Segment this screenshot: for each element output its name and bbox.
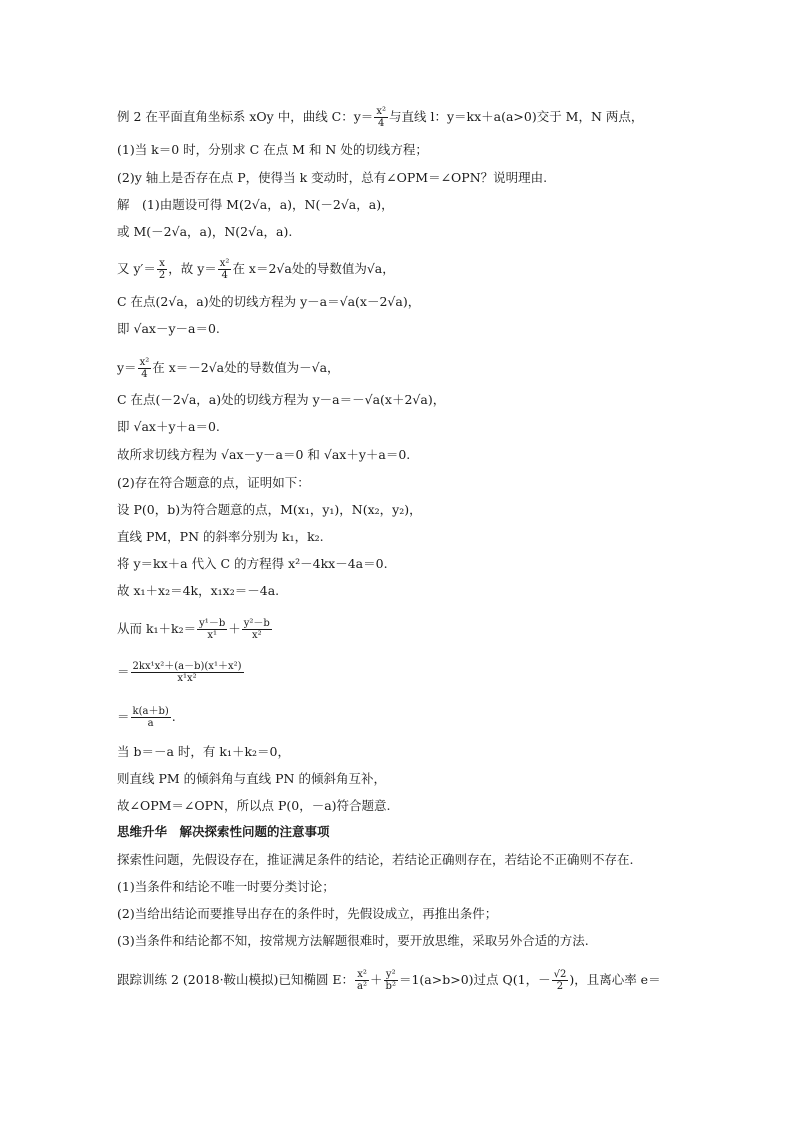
fraction-denominator: 4	[141, 369, 148, 380]
text-line	[117, 583, 279, 599]
text-line	[117, 475, 310, 491]
text-line	[117, 321, 220, 337]
text-run: )，且离心率 e＝	[569, 972, 661, 987]
text-line	[117, 392, 445, 408]
text-run: 解 (1)由题设可得 M(2√a，a)，N(－2√a，a)，	[117, 197, 394, 212]
text-line	[117, 933, 589, 949]
text-line	[117, 447, 410, 463]
text-run: C 在点(－2√a，a)处的切线方程为 y－a＝－√a(x＋2√a)，	[117, 392, 446, 407]
fraction	[384, 969, 398, 992]
fraction-numerator: y²	[384, 969, 398, 981]
fraction	[131, 661, 244, 684]
text-run: 在 x＝2√a处的导数值为√a，	[232, 261, 395, 276]
fraction-numerator: x²	[219, 258, 230, 269]
fraction-denominator: 2	[556, 981, 564, 992]
fraction-numerator: x²	[376, 106, 386, 117]
fraction-numerator: y¹－b	[199, 618, 226, 629]
text-line	[117, 556, 388, 572]
text-line	[117, 106, 643, 129]
text-run: (2)存在符合题意的点，证明如下：	[117, 475, 310, 490]
text-run: 将 y＝kx＋a 代入 C 的方程得 x²－4kx－4a＝0.	[117, 556, 388, 571]
text-run: 又 y′＝	[117, 261, 156, 276]
text-run: ＋	[370, 972, 383, 987]
text-run: ＝1(a>b>0)过点 Q(1，－	[398, 972, 551, 987]
fraction-numerator: x	[157, 258, 167, 270]
text-run: ，故 y＝	[168, 261, 217, 276]
fraction-denominator: b²	[385, 981, 396, 992]
text-run: (1)当 k＝0 时，分别求 C 在点 M 和 N 处的切线方程；	[117, 142, 428, 157]
text-run: 当 b＝－a 时，有 k₁＋k₂＝0，	[117, 744, 290, 759]
text-run: 或 M(－2√a，a)，N(2√a，a).	[117, 224, 293, 239]
text-line	[117, 771, 386, 787]
fraction-denominator: a²	[357, 981, 368, 992]
text-run: ＝	[117, 664, 130, 679]
text-run: y＝	[117, 360, 137, 375]
fraction-denominator: 4	[377, 118, 385, 129]
text-line	[117, 142, 428, 158]
text-run: 例 2 在平面直角坐标系 xOy 中，曲线 C：y＝	[117, 109, 374, 124]
text-line	[117, 357, 340, 380]
fraction-numerator: x²	[355, 969, 369, 981]
fraction-denominator: 4	[221, 270, 228, 281]
text-line	[117, 224, 292, 240]
text-line	[117, 969, 661, 992]
text-run: 设 P(0，b)为符合题意的点，M(x₁，y₁)，N(x₂，y₂)，	[117, 502, 422, 517]
text-line	[117, 529, 324, 545]
text-line	[117, 170, 547, 186]
text-run: 与直线 l：y＝kx＋a(a>0)交于 M，N 两点，	[388, 109, 644, 124]
text-run: 从而 k₁＋k₂＝	[117, 621, 197, 636]
fraction-numerator: √2	[553, 969, 567, 980]
text-run: 故∠OPM＝∠OPN，所以点 P(0，－a)符合题意.	[117, 798, 391, 813]
fraction	[374, 106, 388, 129]
fraction	[131, 706, 171, 729]
text-run: (3)当条件和结论都不知，按常规方法解题很难时，要开放思维，采取另外合适的方法.	[117, 933, 589, 948]
text-line	[117, 502, 422, 518]
fraction	[355, 969, 369, 992]
text-run: 即 √ax＋y＋a＝0.	[117, 419, 220, 434]
fraction-denominator: x¹x²	[177, 673, 197, 684]
text-run: 即 √ax－y－a＝0.	[117, 321, 220, 336]
text-line	[117, 852, 633, 868]
fraction-denominator: a	[147, 718, 154, 729]
fraction	[552, 969, 569, 992]
text-line	[117, 706, 176, 729]
text-run: 在 x＝－2√a处的导数值为－√a，	[152, 360, 340, 375]
text-run: .	[171, 709, 176, 724]
fraction	[157, 258, 167, 281]
fraction-numerator: k(a＋b)	[132, 706, 169, 717]
text-line	[117, 879, 335, 895]
text-run: (2)当给出结论而要推导出存在的条件时，先假设成立，再推出条件；	[117, 906, 498, 921]
text-run: (2)y 轴上是否存在点 P，使得当 k 变动时，总有∠OPM＝∠OPN？说明理由.	[117, 170, 548, 185]
fraction	[218, 258, 232, 281]
fraction	[197, 618, 227, 641]
text-run: ＋	[228, 621, 241, 636]
fraction-denominator: x¹	[207, 630, 218, 641]
text-line	[117, 197, 394, 213]
fraction	[138, 357, 152, 380]
text-line	[117, 744, 290, 760]
text-line	[117, 661, 245, 684]
text-line	[117, 906, 497, 922]
text-run: 跟踪训练 2 (2018·鞍山模拟)已知椭圆 E：	[117, 972, 355, 987]
text-line	[117, 258, 395, 281]
text-run: (1)当条件和结论不唯一时要分类讨论；	[117, 879, 335, 894]
text-line	[117, 419, 220, 435]
text-line	[117, 618, 273, 641]
text-run: 思维升华 解决探索性问题的注意事项	[117, 824, 330, 839]
text-run: 则直线 PM 的倾斜角与直线 PN 的倾斜角互补，	[117, 771, 386, 786]
fraction	[242, 618, 272, 641]
fraction-numerator: y²－b	[243, 618, 270, 629]
text-line	[117, 798, 391, 814]
section-heading	[117, 824, 330, 840]
fraction-denominator: 2	[158, 270, 166, 281]
text-run: ＝	[117, 709, 130, 724]
text-run: 直线 PM，PN 的斜率分别为 k₁，k₂.	[117, 529, 324, 544]
text-run: 故所求切线方程为 √ax－y－a＝0 和 √ax＋y＋a＝0.	[117, 447, 411, 462]
text-run: C 在点(2√a，a)处的切线方程为 y－a＝√a(x－2√a)，	[117, 294, 421, 309]
text-run: 故 x₁＋x₂＝4k，x₁x₂＝－4a.	[117, 583, 280, 598]
fraction-numerator: 2kx¹x²＋(a－b)(x¹＋x²)	[132, 661, 242, 672]
text-run: 探索性问题，先假设存在，推证满足条件的结论，若结论正确则存在，若结论不正确则不存在.	[117, 852, 634, 867]
text-line	[117, 294, 420, 310]
fraction-denominator: x²	[251, 630, 262, 641]
fraction-numerator: x²	[139, 357, 150, 368]
